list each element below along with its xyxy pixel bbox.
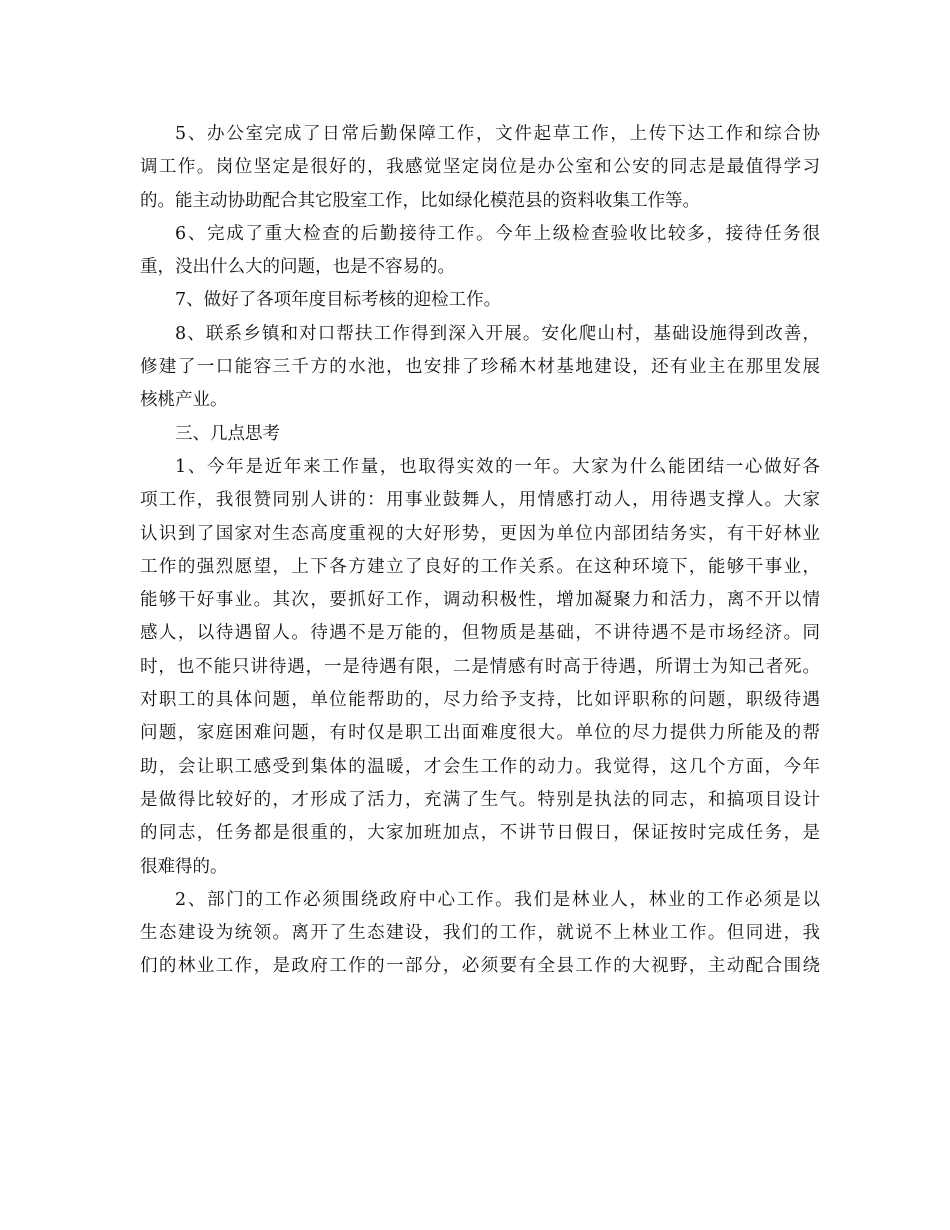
text-line: 调工作。岗位坚定是很好的，我感觉坚定岗位是办公室和公安的同志是最值得学习 <box>140 157 820 178</box>
text-line: 们的林业工作，是政府工作的一部分，必须要有全县工作的大视野，主动配合围绕 <box>140 956 820 977</box>
text-line: 感人，以待遇留人。待遇不是万能的，但物质是基础，不讲待遇不是市场经济。同 <box>140 623 820 644</box>
text-line: 重，没出什么大的问题，也是不容易的。 <box>140 257 455 278</box>
text-line: 问题，家庭困难问题，有时仅是职工出面难度很大。单位的尽力提供力所能及的帮 <box>140 723 820 744</box>
text-line: 的同志，任务都是很重的，大家加班加点，不讲节日假日，保证按时完成任务，是 <box>140 823 820 844</box>
text-line: 时，也不能只讲待遇，一是待遇有限，二是情感有时高于待遇，所谓士为知己者死。 <box>140 656 820 677</box>
text-line: 助，会让职工感受到集体的温暖，才会生工作的动力。我觉得，这几个方面，今年 <box>140 756 820 777</box>
text-line: 5、办公室完成了日常后勤保障工作，文件起草工作，上传下达工作和综合协 <box>175 124 820 144</box>
text-line: 的。能主动协助配合其它股室工作，比如绿化模范县的资料收集工作等。 <box>140 190 700 211</box>
text-line: 工作的强烈愿望，上下各方建立了良好的工作关系。在这种环境下，能够干事业， <box>140 556 820 577</box>
text-line: 很难得的。 <box>140 856 228 877</box>
text-line: 能够干好事业。其次，要抓好工作，调动积极性，增加凝聚力和活力，离不开以情 <box>140 590 820 611</box>
text-line: 生态建设为统领。离开了生态建设，我们的工作，就说不上林业工作。但同进，我 <box>140 923 820 944</box>
text-line: 是做得比较好的，才形成了活力，充满了生气。特别是执法的同志，和搞项目设计 <box>140 789 820 810</box>
text-line: 对职工的具体问题，单位能帮助的，尽力给予支持，比如评职称的问题，职级待遇 <box>140 690 820 711</box>
text-line: 6、完成了重大检查的后勤接待工作。今年上级检查验收比较多，接待任务很 <box>175 223 820 244</box>
document-body <box>140 118 820 984</box>
text-line: 修建了一口能容三千方的水池，也安排了珍稀木材基地建设，还有业主在那里发展 <box>140 357 820 378</box>
text-line: 8、联系乡镇和对口帮扶工作得到深入开展。安化爬山村，基础设施得到改善， <box>175 323 820 344</box>
text-line: 7、做好了各项年度目标考核的迎检工作。 <box>175 290 502 311</box>
text-line: 核桃产业。 <box>140 390 228 411</box>
text-line: 认识到了国家对生态高度重视的大好形势，更因为单位内部团结务实，有干好林业 <box>140 523 820 544</box>
text-line: 项工作，我很赞同别人讲的：用事业鼓舞人，用情感打动人，用待遇支撑人。大家 <box>140 490 820 511</box>
text-line: 2、部门的工作必须围绕政府中心工作。我们是林业人，林业的工作必须是以 <box>175 889 820 910</box>
text-line: 三、几点思考 <box>175 423 280 444</box>
text-line: 1、今年是近年来工作量，也取得实效的一年。大家为什么能团结一心做好各 <box>175 456 820 477</box>
